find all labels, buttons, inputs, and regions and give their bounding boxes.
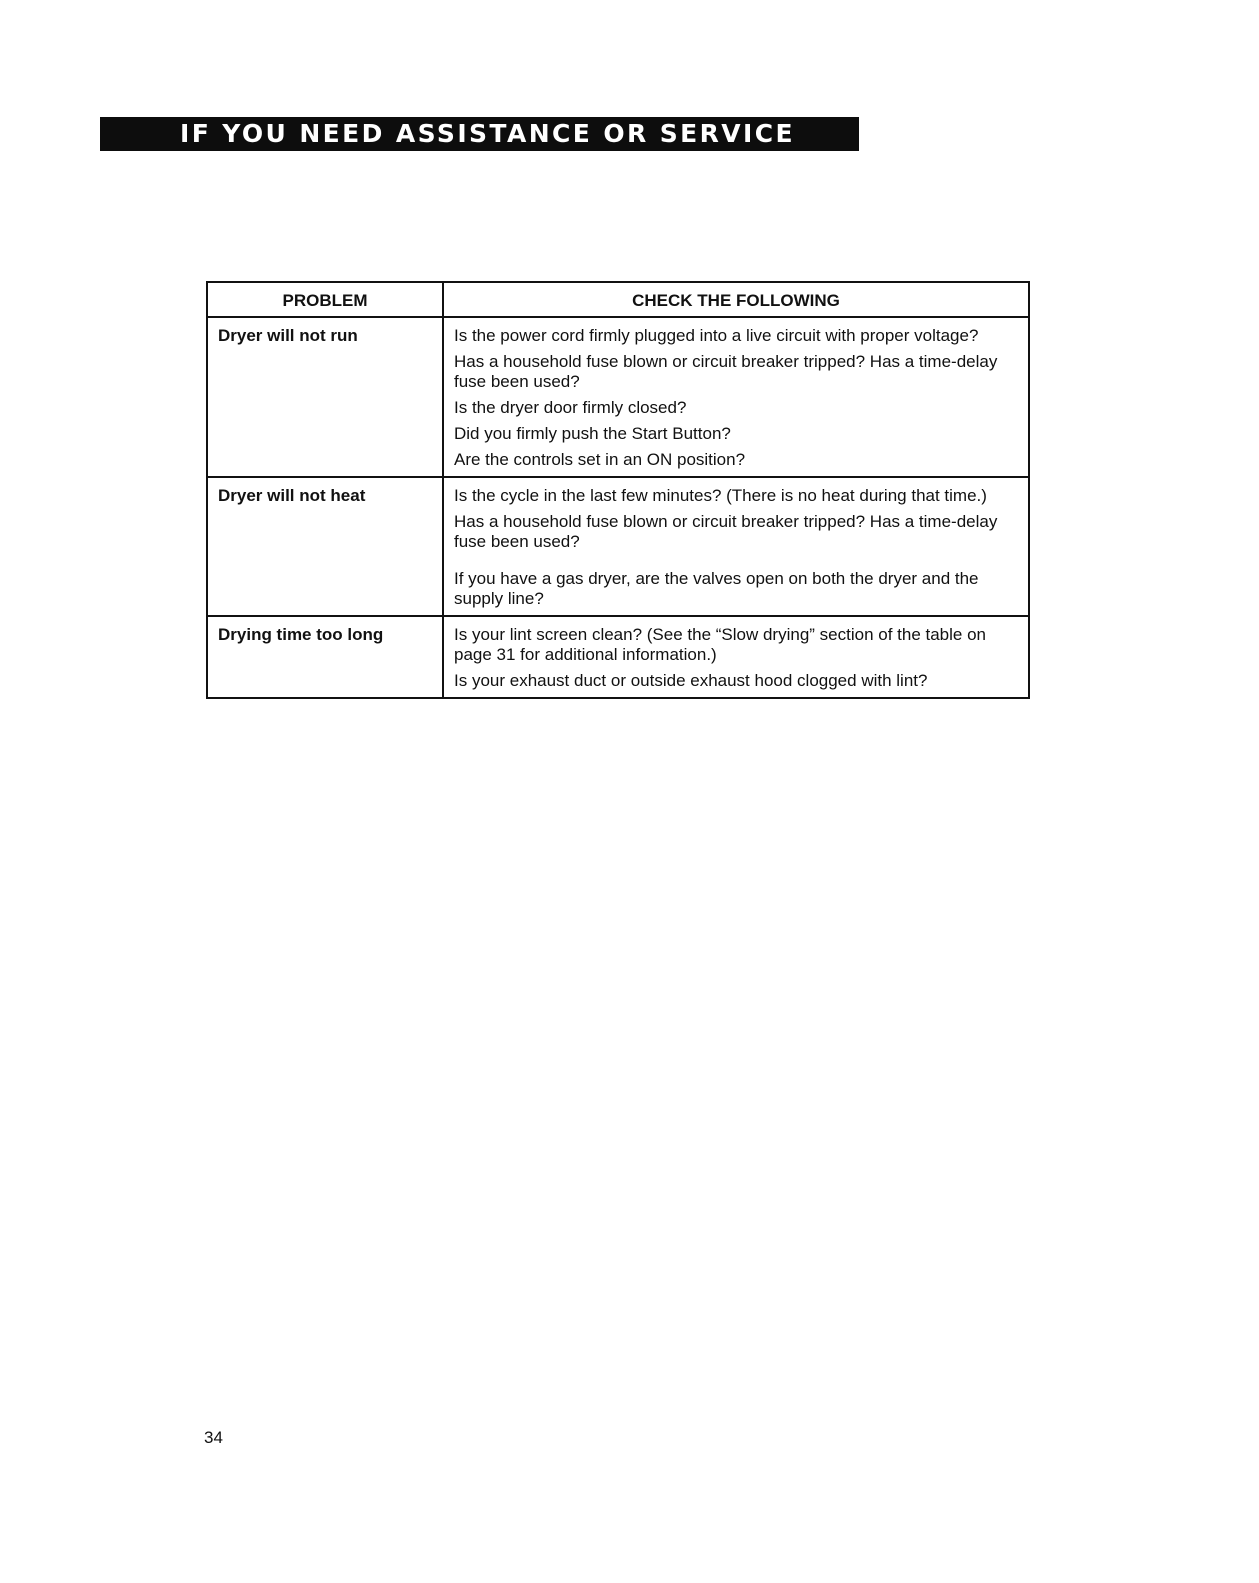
check-item: Is the power cord firmly plugged into a live circuit with proper voltage? — [454, 326, 979, 345]
section-banner: IF YOU NEED ASSISTANCE OR SERVICE — [100, 117, 859, 151]
check-item: Is your exhaust duct or outside exhaust hood clogged with lint? — [454, 671, 928, 690]
troubleshooting-table — [206, 281, 1030, 699]
check-item: Is your lint screen clean? (See the “Slow drying” section of the table on page 31 for additional information.) — [454, 625, 987, 664]
check-item: Are the controls set in an ON position? — [454, 450, 746, 469]
problem-cell: Dryer will not heat — [207, 477, 443, 616]
checks-cell — [443, 616, 1029, 698]
column-header-problem: PROBLEM — [207, 282, 443, 317]
table-row — [207, 616, 1029, 698]
table-row — [207, 317, 1029, 477]
check-item: Has a household fuse blown or circuit breaker tripped? Has a time-delay fuse been used? — [454, 352, 998, 391]
check-item: Is the dryer door firmly closed? — [454, 398, 687, 417]
page-number: 34 — [204, 1428, 223, 1447]
check-item: Is the cycle in the last few minutes? (There is no heat during that time.) — [454, 486, 987, 505]
check-item: Did you firmly push the Start Button? — [454, 424, 731, 443]
problem-cell: Drying time too long — [207, 616, 443, 698]
check-item: Has a household fuse blown or circuit breaker tripped? Has a time-delay fuse been used? — [454, 512, 998, 551]
checks-cell — [443, 477, 1029, 616]
table-row — [207, 477, 1029, 616]
table-header-row — [207, 282, 1029, 317]
column-header-check: CHECK THE FOLLOWING — [443, 282, 1029, 317]
check-item: If you have a gas dryer, are the valves open on both the dryer and the supply line? — [454, 569, 979, 608]
problem-cell: Dryer will not run — [207, 317, 443, 477]
checks-cell — [443, 317, 1029, 477]
